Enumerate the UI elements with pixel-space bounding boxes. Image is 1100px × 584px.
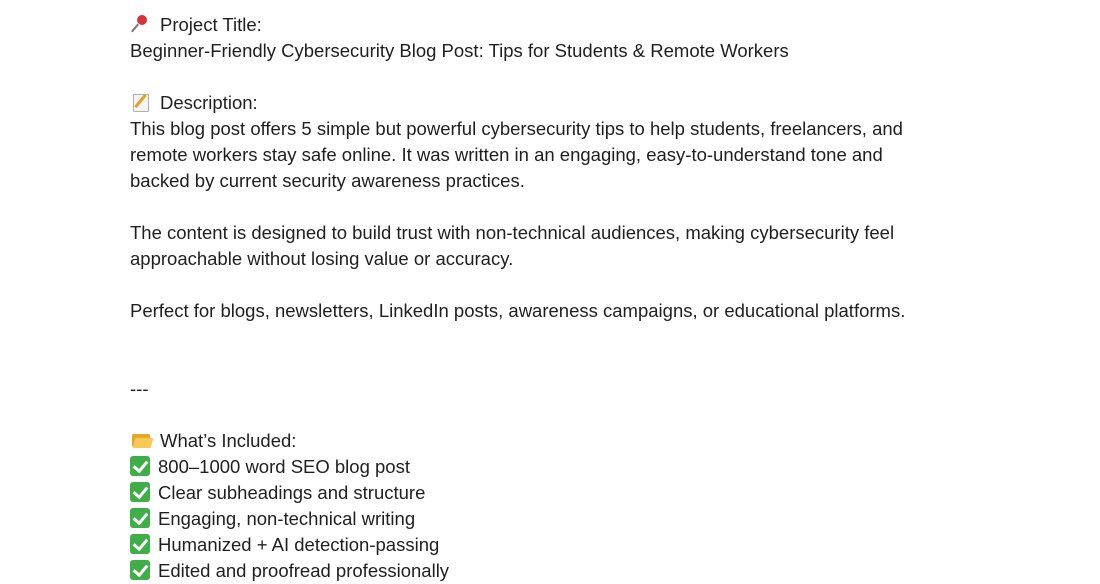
folder-icon [130,430,154,450]
project-title: Beginner-Friendly Cybersecurity Blog Post: Tips for Students & Remote Workers [130,40,789,61]
check-icon [130,534,150,554]
project-title-heading: Project Title: [160,14,262,35]
spacer [130,64,1030,90]
spacer [130,194,1030,220]
list-item [130,558,1030,584]
list-item-label: Humanized + AI detection-passing [158,534,440,555]
spacer [130,402,1030,428]
description-line: backed by current security awareness practices. [130,170,525,191]
list-item-label: 800–1000 word SEO blog post [158,456,410,477]
description-heading: Description: [160,92,258,113]
included-heading: What’s Included: [160,430,297,451]
description-heading-line [130,90,1030,116]
list-item [130,532,1030,558]
list-item-label: Edited and proofread professionally [158,560,450,581]
pin-icon [130,14,154,34]
check-icon [130,560,150,580]
spacer [130,272,1030,298]
list-item [130,506,1030,532]
project-title-heading-line [130,12,1030,38]
section-divider: --- [130,378,149,399]
list-item-label: Engaging, non-technical writing [158,508,416,529]
description-line: remote workers stay safe online. It was written in an engaging, easy-to-understand tone and [130,144,883,165]
document-body [130,12,1030,584]
list-item [130,480,1030,506]
included-heading-line [130,428,1030,454]
list-item-label: Clear subheadings and structure [158,482,426,503]
spacer [130,350,1030,376]
list-item [130,454,1030,480]
check-icon [130,456,150,476]
description-line: This blog post offers 5 simple but powerful cybersecurity tips to help students, freelancers, and [130,118,903,139]
description-line: The content is designed to build trust with non-technical audiences, making cybersecurity feel [130,222,895,243]
memo-icon [130,92,154,112]
check-icon [130,508,150,528]
description-line: approachable without losing value or accuracy. [130,248,514,269]
spacer [130,324,1030,350]
description-line: Perfect for blogs, newsletters, LinkedIn posts, awareness campaigns, or educational platforms. [130,300,906,321]
check-icon [130,482,150,502]
